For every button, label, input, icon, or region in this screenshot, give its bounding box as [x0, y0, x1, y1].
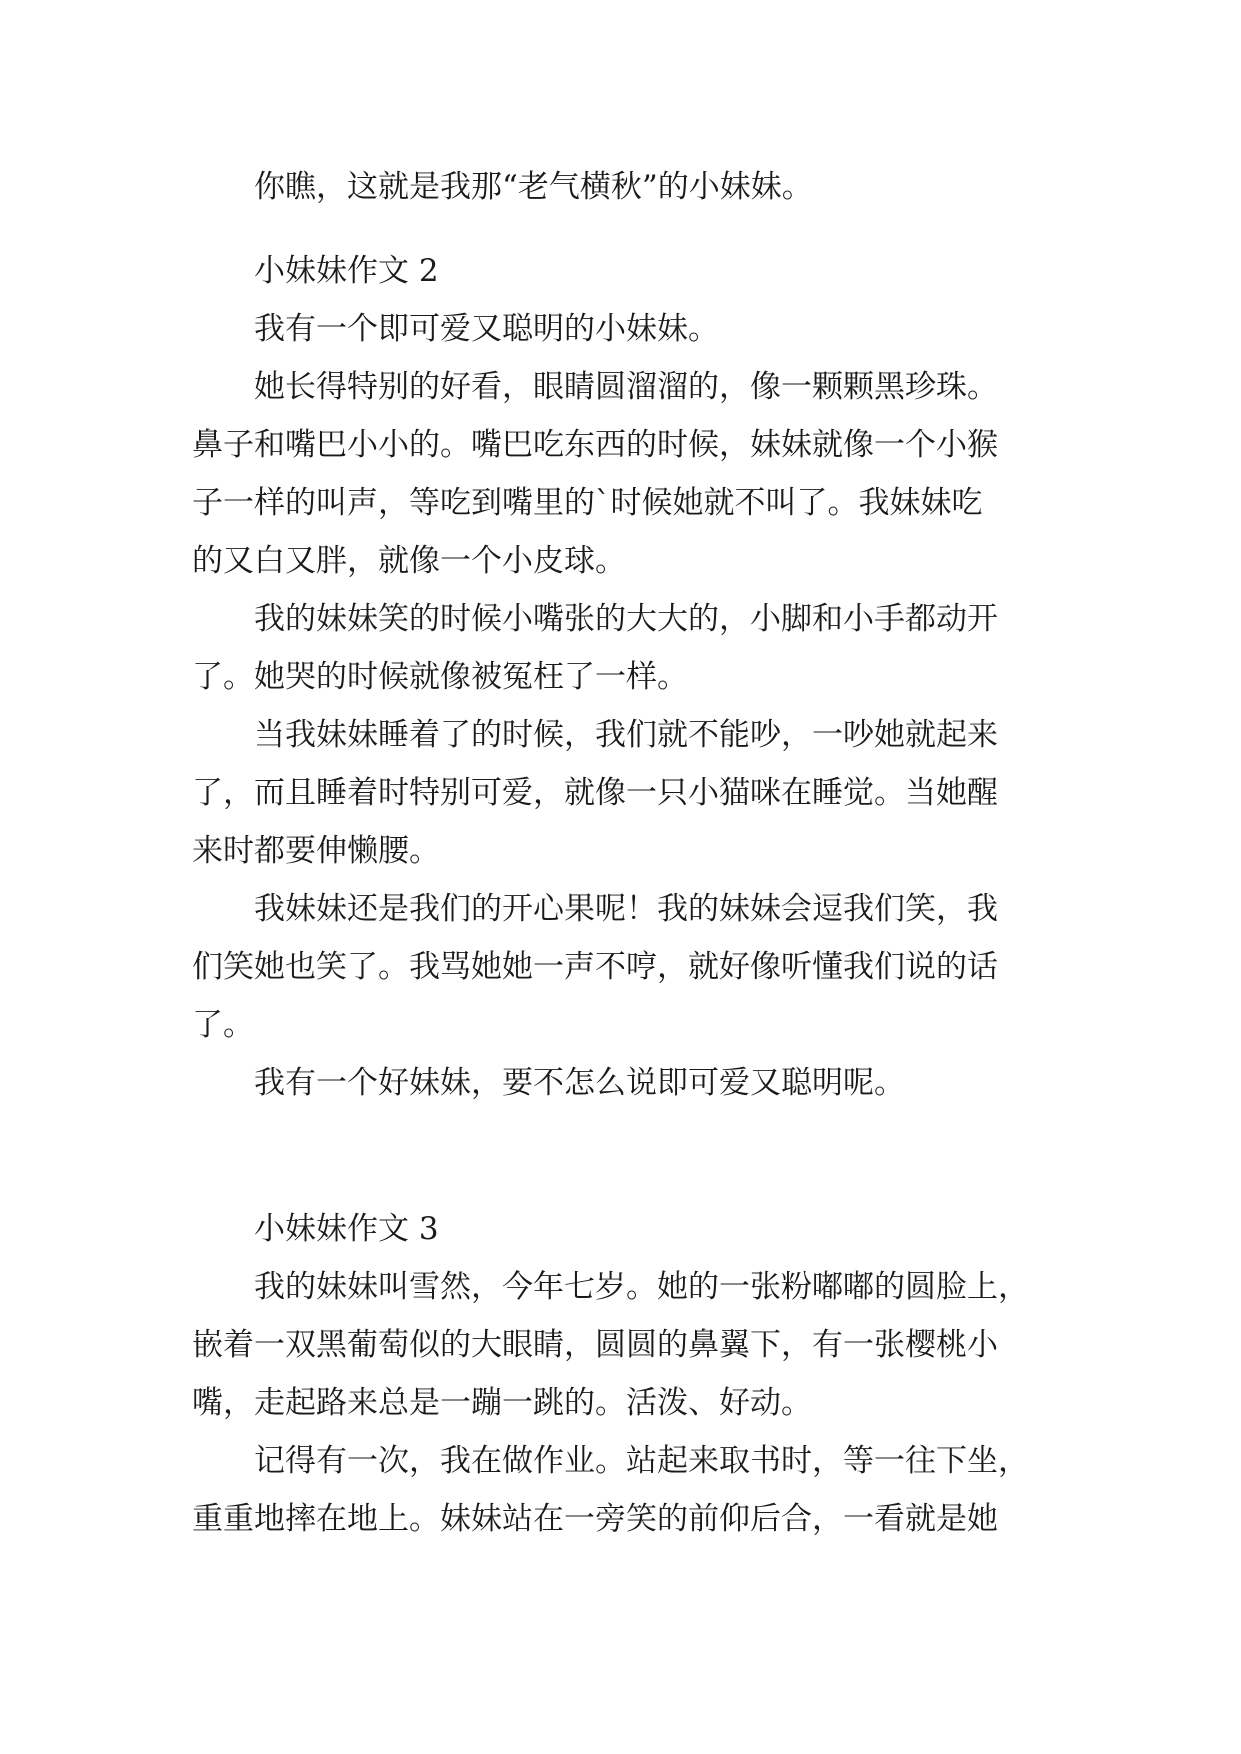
paragraph-line: 她长得特别的好看，眼睛圆溜溜的，像一颗颗黑珍珠。 [254, 369, 998, 405]
paragraph-line: 我有一个即可爱又聪明的小妹妹。 [254, 311, 719, 347]
paragraph-line: 了。她哭的时候就像被冤枉了一样。 [192, 659, 688, 695]
paragraph-line: 嘴，走起路来总是一蹦一跳的。活泼、好动。 [192, 1385, 812, 1421]
paragraph-line: 的又白又胖，就像一个小皮球。 [192, 543, 626, 579]
intro-closing-paragraph [192, 158, 1062, 216]
essay-heading: 小妹妹作文 3 [254, 1211, 439, 1247]
paragraph-line: 重重地摔在地上。妹妹站在一旁笑的前仰后合，一看就是她 [192, 1501, 998, 1537]
essay-2 [192, 242, 1062, 1112]
paragraph-line: 鼻子和嘴巴小小的。嘴巴吃东西的时候，妹妹就像一个小猴 [192, 427, 998, 463]
essay-heading: 小妹妹作文 2 [254, 253, 439, 289]
paragraph-line: 们笑她也笑了。我骂她她一声不哼，就好像听懂我们说的话 [192, 949, 998, 985]
paragraph-line: 来时都要伸懒腰。 [192, 833, 440, 869]
paragraph-line: 我妹妹还是我们的开心果呢！我的妹妹会逗我们笑，我 [254, 891, 998, 927]
paragraph-line: 我有一个好妹妹，要不怎么说即可爱又聪明呢。 [254, 1065, 905, 1101]
paragraph-line: 当我妹妹睡着了的时候，我们就不能吵，一吵她就起来 [254, 717, 998, 753]
paragraph-line: 我的妹妹笑的时候小嘴张的大大的，小脚和小手都动开 [254, 601, 998, 637]
paragraph-line: 记得有一次，我在做作业。站起来取书时，等一往下坐， [254, 1443, 1029, 1479]
paragraph-line: 了，而且睡着时特别可爱，就像一只小猫咪在睡觉。当她醒 [192, 775, 998, 811]
paragraph-line: 子一样的叫声，等吃到嘴里的`时候她就不叫了。我妹妹吃 [192, 485, 983, 521]
paragraph-line: 了。 [192, 1007, 254, 1043]
paragraph-line: 你瞧，这就是我那“老气横秋”的小妹妹。 [254, 169, 813, 205]
paragraph-line: 嵌着一双黑葡萄似的大眼睛，圆圆的鼻翼下，有一张樱桃小 [192, 1327, 998, 1363]
paragraph-line: 我的妹妹叫雪然，今年七岁。她的一张粉嘟嘟的圆脸上， [254, 1269, 1029, 1305]
essay-3 [192, 1200, 1062, 1548]
